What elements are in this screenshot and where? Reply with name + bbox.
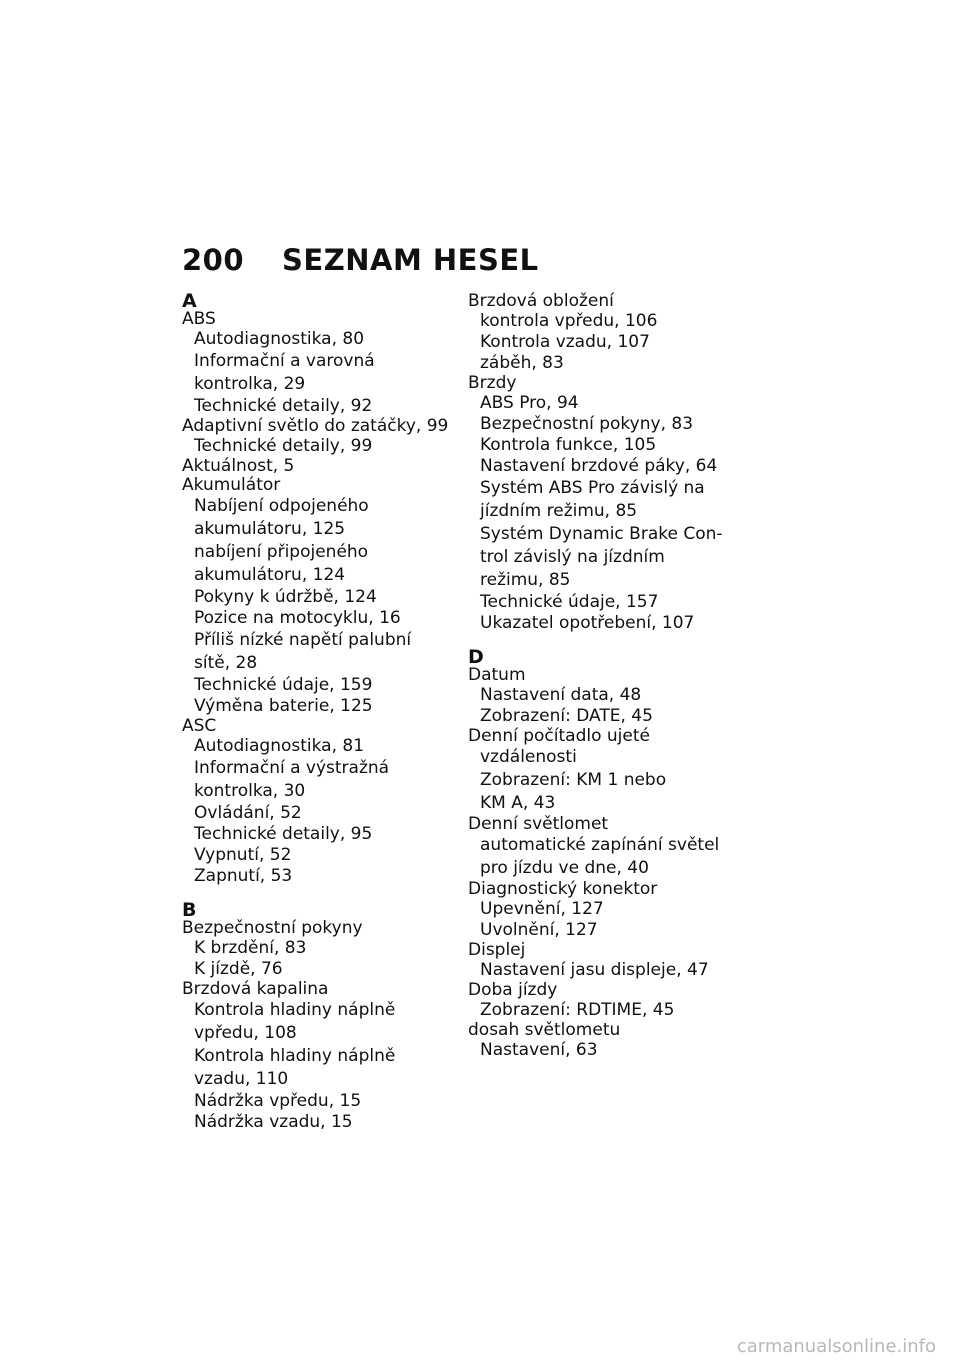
- entry-subitem: K brzdění, 83: [194, 938, 307, 958]
- page-title: SEZNAM HESEL: [282, 243, 539, 277]
- entry-subitem: Zobrazení: DATE, 45: [480, 706, 653, 726]
- entry-subitem: Technické detaily, 95: [194, 824, 373, 844]
- section-letter: A: [182, 290, 197, 312]
- entry-subitem: Nádržka vzadu, 15: [194, 1112, 353, 1132]
- index-entry: [468, 292, 738, 374]
- entry-subitem: Technické detaily, 99: [194, 436, 373, 456]
- entry-subitem: nabíjení připojeného: [194, 542, 369, 562]
- entry-subitem: záběh, 83: [480, 353, 564, 373]
- index-entry: [182, 476, 452, 717]
- entry-subitem: Zobrazení: KM 1 nebo: [480, 770, 667, 790]
- entry-subitem: K jízdě, 76: [194, 959, 283, 979]
- entry-subitem: automatické zapínání světel: [480, 835, 720, 855]
- entry-subitem: Kontrola hladiny náplně: [194, 1000, 396, 1020]
- entry-title: Doba jízdy: [468, 980, 558, 1000]
- entry-subitem: Uvolnění, 127: [480, 920, 598, 940]
- entry-subitem: Kontrola hladiny náplně: [194, 1046, 396, 1066]
- entry-subitem: Nabíjení odpojeného: [194, 496, 369, 516]
- entry-title: Brzdy: [468, 373, 517, 393]
- entry-subitem: Příliš nízké napětí palubní: [194, 630, 412, 650]
- entry-subitem: Informační a varovná: [194, 351, 375, 371]
- entry-subitem: Ovládání, 52: [194, 803, 302, 823]
- entry-subitem: Autodiagnostika, 80: [194, 329, 365, 349]
- index-entry: [468, 374, 738, 634]
- index-column-left: [182, 292, 452, 1133]
- entry-subitem: Nastavení jasu displeje, 47: [480, 960, 709, 980]
- entry-title: Brzdová kapalina: [182, 979, 329, 999]
- index-entry: [182, 310, 452, 417]
- entry-subitem: Technické údaje, 157: [480, 592, 659, 612]
- entry-subitem: vpředu, 108: [194, 1023, 297, 1043]
- entry-title: ABS: [182, 309, 216, 329]
- entry-subitem: Kontrola funkce, 105: [480, 435, 657, 455]
- entry-subitem: vzadu, 110: [194, 1069, 289, 1089]
- entry-subitem: Informační a výstražná: [194, 758, 390, 778]
- entry-subitem: kontrolka, 30: [194, 781, 306, 801]
- entry-subitem: Vypnutí, 52: [194, 845, 292, 865]
- entry-title: Akumulátor: [182, 475, 281, 495]
- index-entry: [468, 880, 738, 941]
- index-entry: [468, 666, 738, 727]
- entry-title: Bezpečnostní pokyny: [182, 918, 363, 938]
- entry-subitem: Upevnění, 127: [480, 899, 604, 919]
- index-entry: [182, 980, 452, 1133]
- entry-subitem: kontrola vpředu, 106: [480, 311, 658, 331]
- entry-subitem: Technické údaje, 159: [194, 675, 373, 695]
- entry-subitem: Pozice na motocyklu, 16: [194, 608, 401, 628]
- entry-subitem: Nádržka vpředu, 15: [194, 1091, 362, 1111]
- index-entry: [468, 941, 738, 981]
- entry-subitem: Technické detaily, 92: [194, 396, 373, 416]
- entry-subitem: režimu, 85: [480, 570, 571, 590]
- index-entry: [182, 417, 452, 457]
- entry-subitem: sítě, 28: [194, 653, 258, 673]
- section-letter: D: [468, 646, 484, 668]
- entry-subitem: Nastavení data, 48: [480, 685, 642, 705]
- entry-subitem: trol závislý na jízdním: [480, 547, 665, 567]
- entry-title: ASC: [182, 716, 217, 736]
- section-letter: B: [182, 899, 197, 921]
- entry-subitem: Systém ABS Pro závislý na: [480, 478, 705, 498]
- watermark: carmanualsonline.info: [736, 1336, 936, 1357]
- entry-subitem: vzdálenosti: [480, 747, 577, 767]
- index-entry: [468, 815, 738, 880]
- entry-subitem: pro jízdu ve dne, 40: [480, 858, 649, 878]
- entry-subitem: Pokyny k údržbě, 124: [194, 587, 377, 607]
- page-header: [182, 243, 539, 277]
- index-entry: [468, 727, 738, 815]
- entry-subitem: ABS Pro, 94: [480, 393, 579, 413]
- entry-subitem: akumulátoru, 124: [194, 565, 346, 585]
- entry-subitem: Autodiagnostika, 81: [194, 736, 365, 756]
- index-entry: [468, 981, 738, 1021]
- entry-title: Denní počítadlo ujeté: [468, 726, 650, 746]
- entry-title: dosah světlometu: [468, 1020, 621, 1040]
- entry-subitem: KM A, 43: [480, 793, 556, 813]
- entry-subitem: Zapnutí, 53: [194, 866, 293, 886]
- entry-subitem: Nastavení brzdové páky, 64: [480, 456, 718, 476]
- entry-subitem: Bezpečnostní pokyny, 83: [480, 414, 694, 434]
- entry-subitem: Nastavení, 63: [480, 1040, 598, 1060]
- entry-subitem: kontrolka, 29: [194, 374, 306, 394]
- index-column-right: [468, 292, 738, 1061]
- entry-subitem: akumulátoru, 125: [194, 519, 346, 539]
- entry-subitem: Kontrola vzadu, 107: [480, 332, 650, 352]
- entry-subitem: jízdním režimu, 85: [480, 501, 638, 521]
- entry-title: Displej: [468, 940, 526, 960]
- page-number: 200: [182, 243, 245, 277]
- index-entry: [182, 717, 452, 887]
- entry-subitem: Ukazatel opotřebení, 107: [480, 613, 695, 633]
- entry-title: Brzdová obložení: [468, 291, 614, 311]
- entry-subitem: Zobrazení: RDTIME, 45: [480, 1000, 675, 1020]
- entry-subitem: Výměna baterie, 125: [194, 696, 373, 716]
- entry-title: Denní světlomet: [468, 814, 609, 834]
- entry-title: Datum: [468, 665, 526, 685]
- index-entry: [182, 457, 452, 476]
- entry-subitem: Systém Dynamic Brake Con-: [480, 524, 723, 544]
- entry-title: Aktuálnost, 5: [182, 456, 295, 476]
- index-entry: [182, 919, 452, 980]
- entry-title: Diagnostický konektor: [468, 879, 658, 899]
- index-entry: [468, 1021, 738, 1061]
- entry-title: Adaptivní světlo do zatáčky, 99: [182, 416, 449, 436]
